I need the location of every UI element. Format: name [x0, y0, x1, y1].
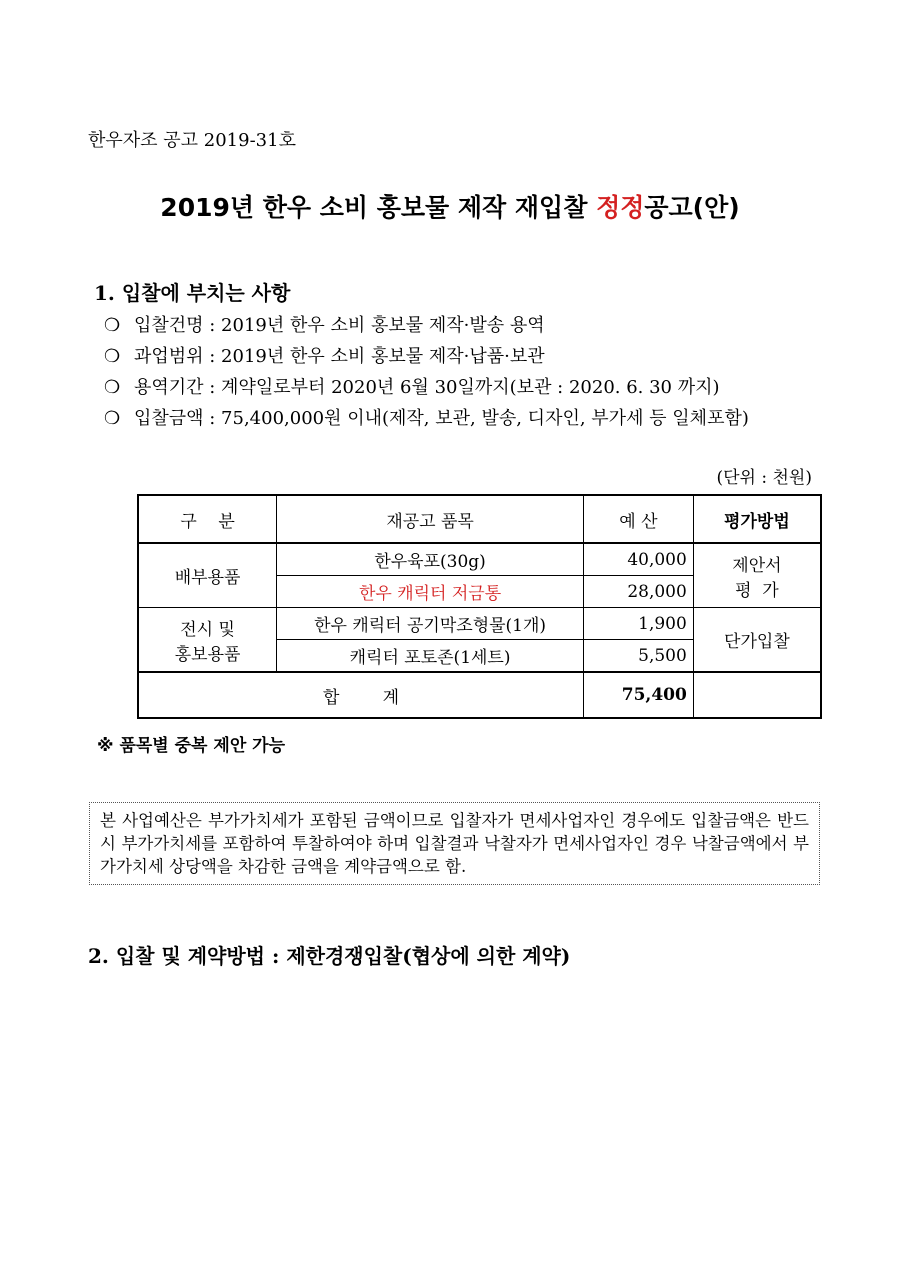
- header-item: 재공고 품목: [277, 495, 584, 543]
- vat-notice-box: 본 사업예산은 부가가치세가 포함된 금액이므로 입찰자가 면세사업자인 경우에도 입찰금액은 반드시 부가가치세를 포함하여 투찰하여야 하며 입찰결과 낙찰자가 면세사업자인 경우 낙찰금액에서 부가가치세 상당액을 차감한 금액을 계약금액으로 함.: [89, 802, 820, 885]
- duplicate-proposal-note: ※ 품목별 중복 제안 가능: [97, 736, 285, 756]
- header-method: 평가방법: [693, 495, 821, 543]
- category-cell: 배부용품: [138, 543, 277, 608]
- notice-number: 한우자조 공고 2019-31호: [88, 130, 296, 151]
- circle-bullet-icon: ❍: [104, 377, 121, 398]
- method-cell: 단가입찰: [693, 608, 821, 673]
- category-cell: [138, 608, 277, 673]
- item-text: 용역기간 : 계약일로부터 2020년 6월 30일까지(보관 : 2020. 6. 30 까지): [134, 377, 720, 398]
- list-item: [104, 346, 749, 377]
- item-cell: 한우육포(30g): [277, 543, 584, 576]
- method-line: 제안서: [732, 555, 782, 576]
- item-text: 입찰건명 : 2019년 한우 소비 홍보물 제작·발송 용역: [134, 315, 545, 336]
- item-text: 입찰금액 : 75,400,000원 이내(제작, 보관, 발송, 디자인, 부가세 등 일체포함): [134, 408, 749, 429]
- list-item: [104, 377, 749, 408]
- header-budget: 예 산: [583, 495, 693, 543]
- total-value: 75,400: [583, 672, 693, 718]
- section1-items: [104, 315, 749, 439]
- unit-label: (단위 : 천원): [716, 468, 812, 488]
- category-line: 전시 및: [180, 619, 235, 640]
- item-cell: 캐릭터 포토존(1세트): [277, 640, 584, 673]
- method-line: 평 가: [735, 580, 779, 601]
- circle-bullet-icon: ❍: [104, 408, 121, 429]
- title-correction: 정정: [596, 193, 645, 222]
- section1-heading: 1. 입찰에 부치는 사항: [94, 281, 291, 305]
- total-label: 합 계: [138, 672, 583, 718]
- budget-table: [137, 494, 822, 719]
- budget-cell: 1,900: [583, 608, 693, 640]
- header-category: 구 분: [138, 495, 277, 543]
- budget-cell: 40,000: [583, 543, 693, 576]
- category-line: 홍보용품: [174, 644, 241, 665]
- page-title: [0, 188, 900, 224]
- list-item: [104, 315, 749, 346]
- budget-cell: 5,500: [583, 640, 693, 673]
- title-part2: 공고(안): [644, 193, 740, 222]
- circle-bullet-icon: ❍: [104, 346, 121, 367]
- circle-bullet-icon: ❍: [104, 315, 121, 336]
- budget-cell: 28,000: [583, 576, 693, 608]
- table-row: [138, 608, 821, 640]
- item-cell: 한우 캐릭터 저금통: [277, 576, 584, 608]
- table-header-row: [138, 495, 821, 543]
- total-row: [138, 672, 821, 718]
- item-cell: 한우 캐릭터 공기막조형물(1개): [277, 608, 584, 640]
- section2-heading: 2. 입찰 및 계약방법 : 제한경쟁입찰(협상에 의한 계약): [88, 944, 571, 968]
- title-part1: 2019년 한우 소비 홍보물 제작 재입찰: [160, 193, 597, 222]
- method-cell: [693, 543, 821, 608]
- total-empty-cell: [693, 672, 821, 718]
- table-row: [138, 543, 821, 576]
- item-text: 과업범위 : 2019년 한우 소비 홍보물 제작·납품·보관: [134, 346, 545, 367]
- list-item: [104, 408, 749, 439]
